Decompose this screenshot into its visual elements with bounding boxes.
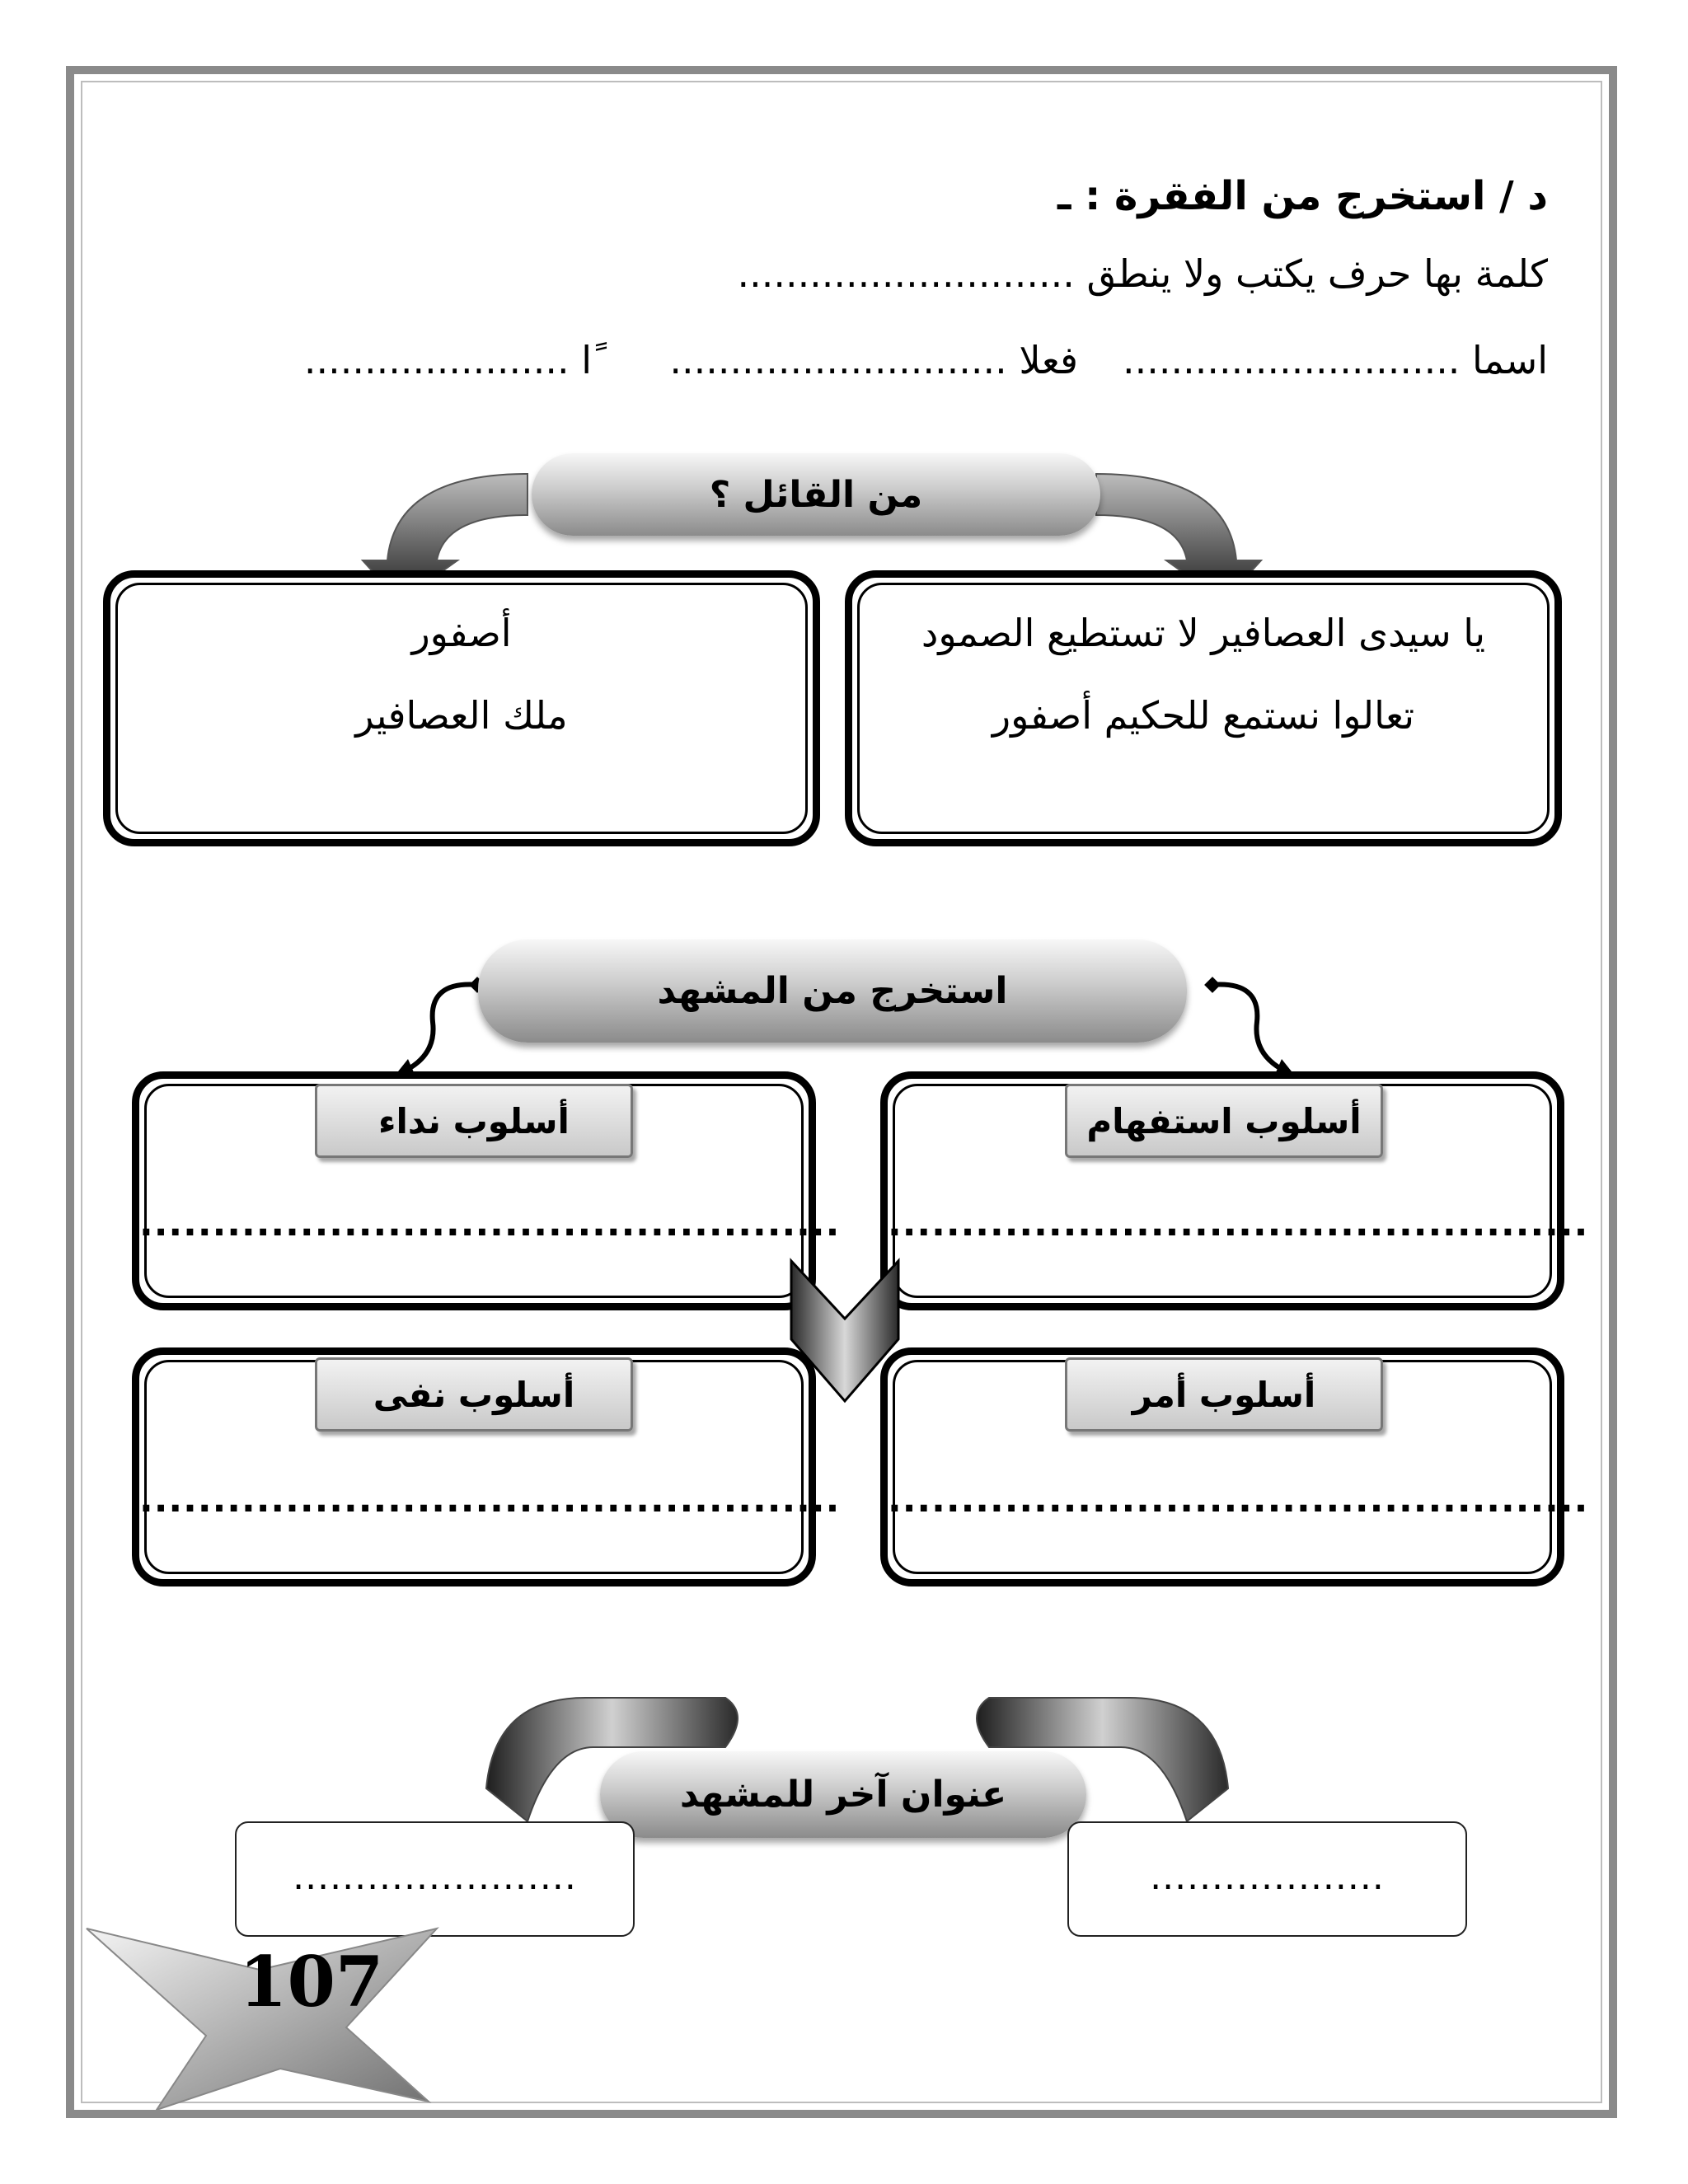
alt-title-pill: عنوان آخر للمشهد — [600, 1751, 1086, 1838]
question-style-tag: أسلوب استفهام — [1065, 1084, 1383, 1158]
alt-title-answer-right — [1067, 1821, 1467, 1937]
extract-title-pill: استخرج من المشهد — [478, 940, 1187, 1043]
third-prompt: ًا ...................... — [303, 338, 592, 382]
speaker-left-line2: ملك العصافير — [355, 693, 568, 738]
speaker-box-right — [845, 570, 1562, 846]
speaker-left-line1: أصفور — [411, 611, 512, 655]
negation-blank: ................................................ — [139, 1479, 841, 1521]
command-style-tag: أسلوب أمر — [1065, 1357, 1383, 1432]
speaker-right-line1: يا سيدى العصافير لا تستطيع الصمود — [921, 611, 1486, 655]
question-blank: ................................................ — [888, 1202, 1589, 1244]
negation-style-tag: أسلوب نفى — [315, 1357, 633, 1432]
alt-title-left-blank: ....................... — [293, 1856, 577, 1898]
speaker-title-pill: من القائل ؟ — [532, 453, 1100, 536]
alt-title-answer-left — [235, 1821, 635, 1937]
verb-prompt: فعلا ............................ — [669, 338, 1078, 382]
command-blank: ................................................ — [888, 1479, 1589, 1521]
noun-prompt: اسما ............................ — [1123, 338, 1548, 382]
silent-letter-prompt: كلمة بها حرف يكتب ولا ينطق ............................ — [737, 251, 1548, 296]
chevron-down-icon — [787, 1257, 903, 1405]
speaker-box-left — [103, 570, 820, 846]
page-number: 107 — [239, 1941, 384, 2022]
speaker-right-line2: تعالوا نستمع للحكيم أصفور — [992, 693, 1415, 738]
instruction-heading: د / استخرج من الفقرة : ـ — [1057, 173, 1548, 219]
alt-title-right-blank: ................... — [1150, 1856, 1385, 1898]
vocative-blank: ................................................ — [139, 1202, 841, 1244]
vocative-style-tag: أسلوب نداء — [315, 1084, 633, 1158]
